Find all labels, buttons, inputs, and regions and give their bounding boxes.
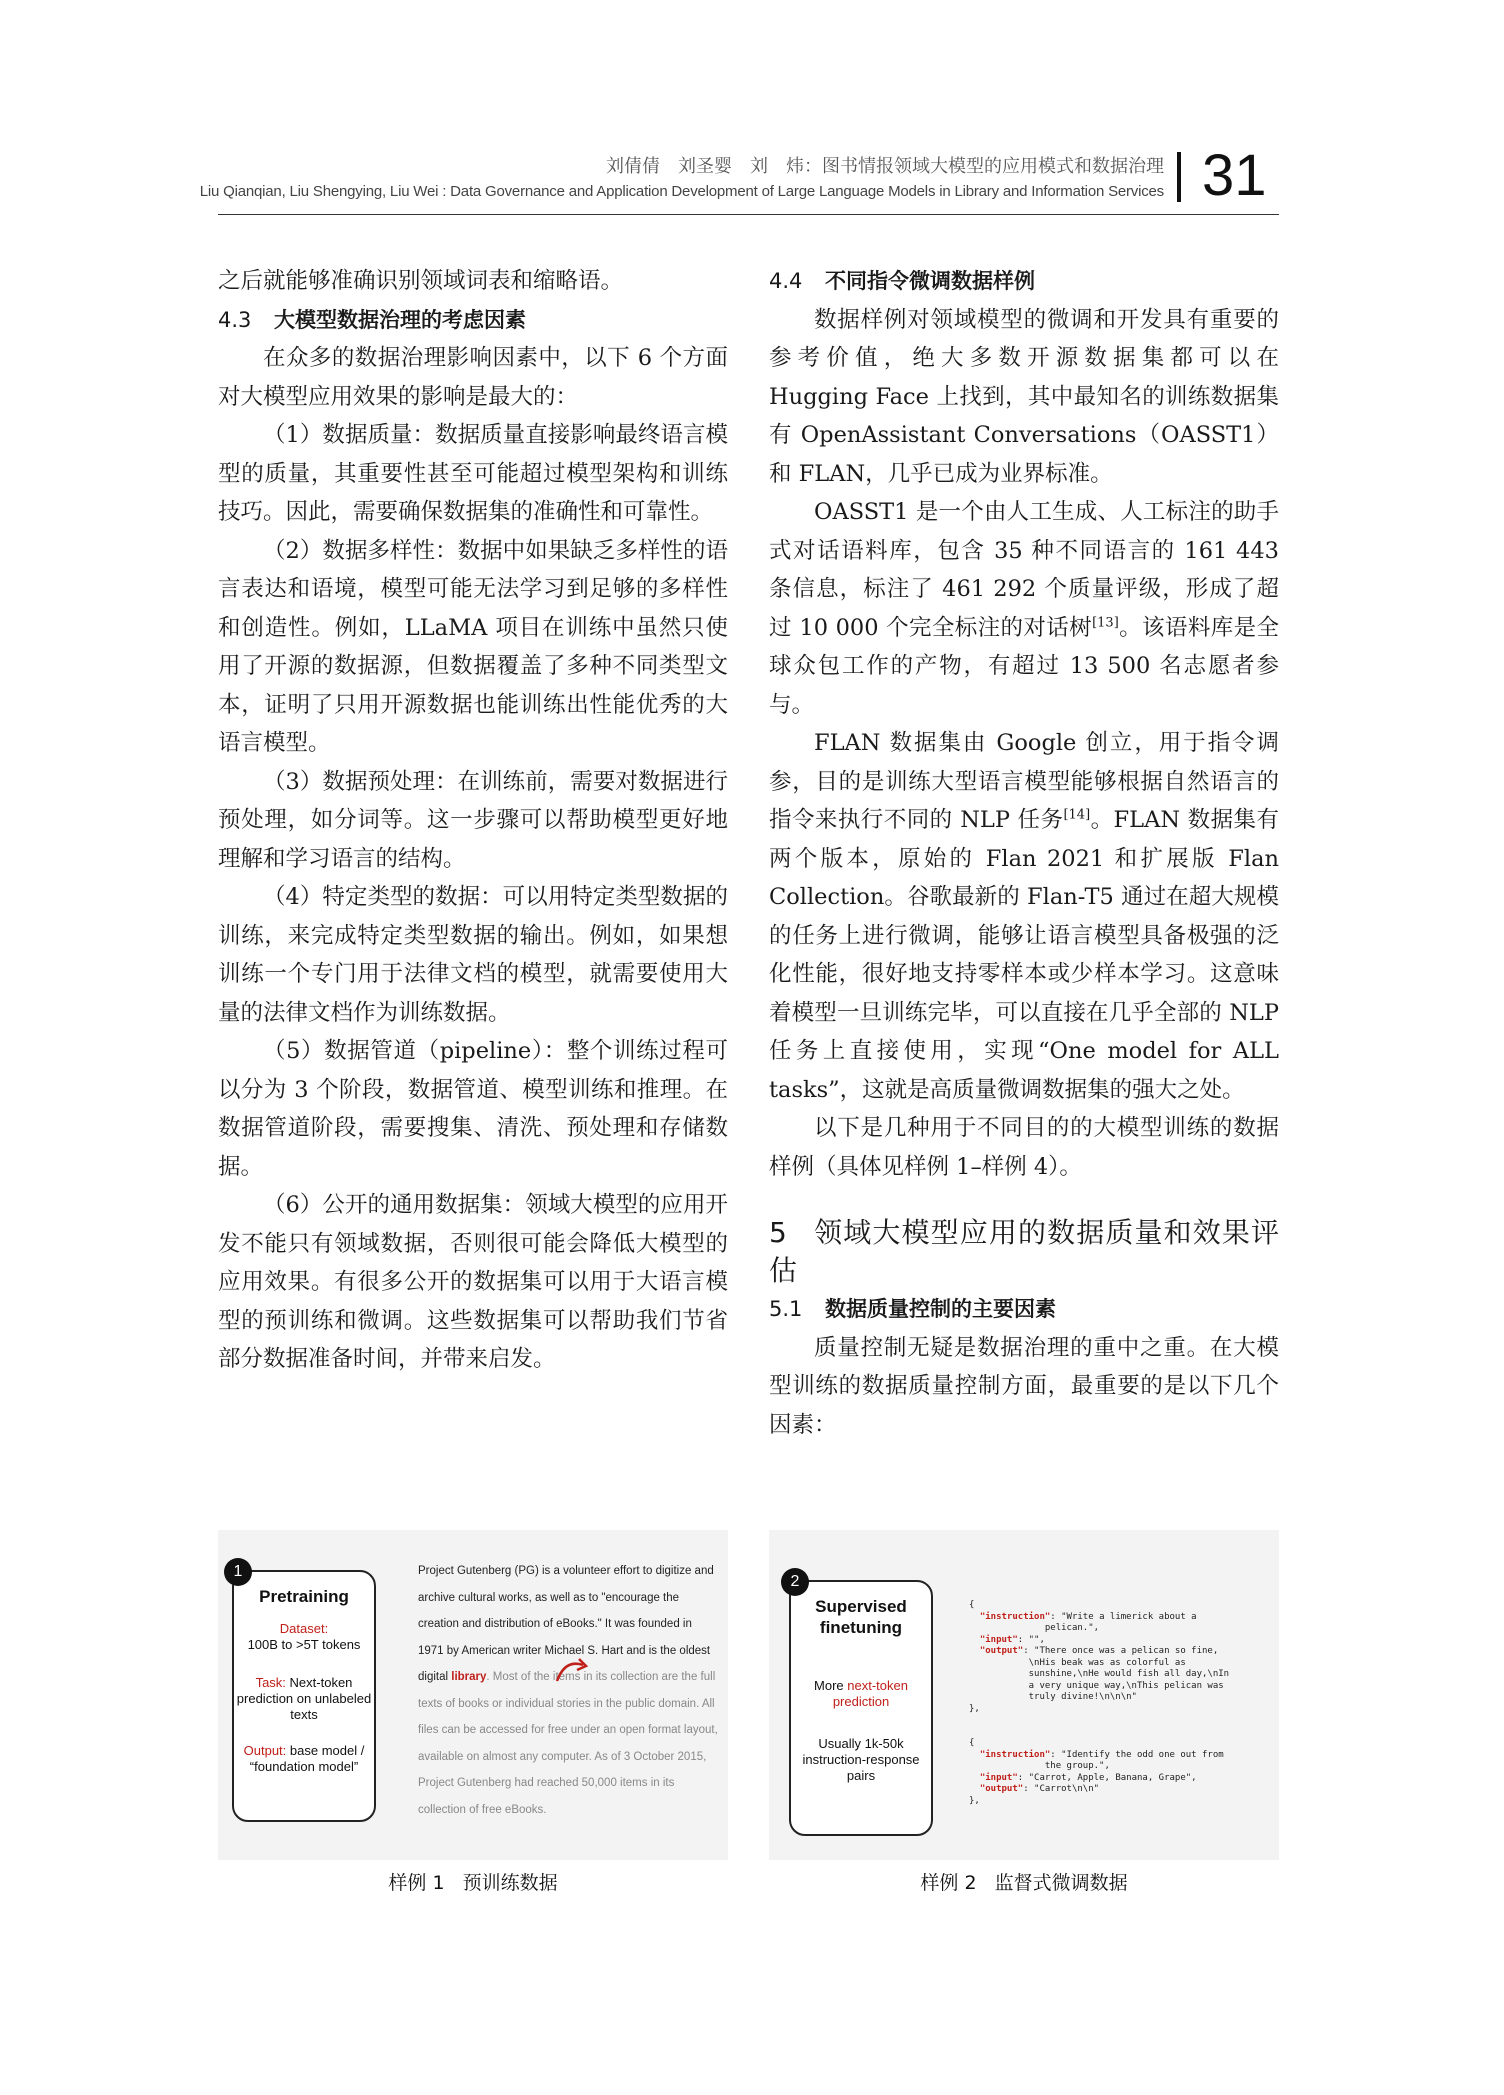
json-value: : "Identify the odd one out from the group.", (1044, 1749, 1224, 1771)
section-heading-5 (769, 1214, 1279, 1290)
dataset-value: 100B to >5T tokens (247, 1637, 361, 1652)
caption-tag: 样例 2 (920, 1872, 977, 1894)
json-key: "instruction" (979, 1749, 1051, 1760)
paragraph: （3）数据预处理：在训练前，需要对数据进行预处理，如分词等。这一步骤可以帮助模型更好地理解和学习语言的结构。 (218, 768, 728, 872)
json-key: "input" (979, 1772, 1018, 1783)
card-title: Supervised finetuning (815, 1597, 907, 1637)
code-text: }, (969, 1795, 980, 1806)
task-line (234, 1675, 374, 1723)
task-value: Next-token prediction on unlabeled texts (236, 1675, 372, 1722)
paragraph: （2）数据多样性：数据中如果缺乏多样性的语言表达和语境，模型可能无法学习到足够的多样性和创造性。例如，LLaMA 项目在训练中虽然只使用了开源的数据源，但数据覆盖了多种不同类型文本，证明了只用开源数据也能训练出性能优秀的大语言模型。 (218, 537, 728, 756)
instruction-json-sample (969, 1600, 1269, 1807)
json-key: "output" (979, 1646, 1024, 1656)
next-token-arrow-icon (553, 1655, 593, 1685)
paragraph: （1）数据质量：数据质量直接影响最终语言模型的质量，其重要性甚至可能超过模型架构和训练技巧。因此，需要确保数据集的准确性和可靠性。 (218, 422, 728, 525)
step-badge: 1 (224, 1558, 252, 1586)
paragraph: 以下是几种用于不同目的的大模型训练的数据样例（具体见样例 1–样例 4）。 (769, 1115, 1279, 1180)
paragraph: 质量控制无疑是数据治理的重中之重。在大模型训练的数据质量控制方面，最重要的是以下几个因素： (769, 1334, 1279, 1438)
paragraph (769, 724, 1279, 1109)
section-heading-5-1 (769, 1290, 1279, 1329)
caption-text: 监督式微调数据 (994, 1872, 1128, 1894)
paragraph: （6）公开的通用数据集：领域大模型的应用开发不能只有领域数据，否则很可能会降低大模型的应用效果。有很多公开的数据集可以用于大语言模型的预训练和微调。这些数据集可以帮助我们节省部分数据准备时间，并带来启发。 (218, 1192, 728, 1372)
figure-caption-1 (218, 1868, 728, 1895)
sample-text-faded: . Most of the items in its collection are the full texts of books or individual stories in the public domain. All files can be accessed for free under an open format layout, available on almost any computer. As of 3 October 2015, Project Gutenberg had reached 50,000 items in its collection of free eBooks. (418, 1671, 718, 1816)
caption-text: 预训练数据 (462, 1872, 558, 1894)
section-number: 5.1 (769, 1297, 803, 1321)
figure-pretraining-example (218, 1530, 728, 1860)
header-rule (218, 214, 1279, 215)
paragraph: 之后就能够准确识别领域词表和缩略语。 (218, 268, 624, 294)
output-value: base model / “foundation model” (249, 1743, 365, 1774)
section-heading-4-4 (769, 262, 1279, 301)
paragraph-text: 。FLAN 数据集有两个版本，原始的 Flan 2021 和扩展版 Flan Collection。谷歌最新的 Flan-T5 通过在超大规模的任务上进行微调，能够让语言模型具备极强的泛化性能，很好地支持零样本或少样本学习。这意味着模型一旦训练完毕，可以直接在几乎全部的 NLP 任务上直接使用，实现“One model for ALL tasks”，这就是高质量微调数据集的强大之处。 (769, 807, 1279, 1103)
pretraining-card (232, 1563, 376, 1822)
paragraph-text: 。该语料库是全球众包工作的产物，有超过 13 500 名志愿者参与。 (769, 614, 1279, 718)
paragraph (769, 493, 1279, 724)
json-value: : "", (1017, 1634, 1045, 1645)
section-number: 4.3 (218, 307, 252, 332)
section-heading-4-3 (218, 301, 728, 340)
code-text: { (969, 1738, 975, 1748)
page-number: 31 (1202, 143, 1267, 208)
paragraph-text: FLAN 数据集由 Google 创立，用于指令调参，目的是训练大型语言模型能够根据自然语言的指令来执行不同的 NLP 任务 (769, 730, 1279, 833)
json-value: : "There once was a pelican so fine, \nHis beak was as colorful as sunshine,\nHe would fish all day,\nIn a very unique way,\nThis pelican was truly divine!\n\n\n" (1023, 1646, 1230, 1702)
code-text: }, (969, 1703, 980, 1714)
step-badge: 2 (781, 1568, 809, 1596)
header-divider-bar (1177, 152, 1181, 202)
caption-tag: 样例 1 (388, 1872, 445, 1894)
figure-caption-2 (769, 1868, 1279, 1895)
paragraph: （5）数据管道（pipeline）：整个训练过程可以分为 3 个阶段，数据管道、模型训练和推理。在数据管道阶段，需要搜集、清洗、预处理和存储数据。 (218, 1038, 728, 1180)
paragraph: 在众多的数据治理影响因素中，以下 6 个方面对大模型应用效果的影响是最大的： (218, 345, 728, 410)
finetuning-card (789, 1573, 933, 1836)
paragraph-text: OASST1 是一个由人工生成、人工标注的助手式对话语料库，包含 35 种不同语言的 161 443 条信息，标注了 461 292 个质量评级，形成了超过 10 000 个完全标注的对话树 (769, 499, 1279, 641)
json-key: "instruction" (979, 1611, 1051, 1622)
citation-ref[interactable]: [14] (1063, 807, 1091, 823)
next-token-line (791, 1678, 931, 1710)
dataset-line (234, 1621, 374, 1653)
section-number: 4.4 (769, 269, 803, 293)
task-label: Task: (255, 1675, 286, 1690)
line-text: More (814, 1678, 848, 1693)
pretraining-sample-text (418, 1558, 718, 1823)
json-value: : "Carrot, Apple, Banana, Grape", (1017, 1772, 1197, 1783)
running-header-english: Liu Qianqian, Liu Shengying, Liu Wei : Data Governance and Application Development of Large Language Models in Library and Information Services (199, 183, 1164, 200)
code-text: { (969, 1600, 975, 1610)
sample-text: Project Gutenberg (PG) is a volunteer effort to digitize and archive cultural works, as well as to "encourage the creation and distribution of eBooks." It was founded in 1971 by American writer Michael S. Hart and is the oldest digital (418, 1565, 714, 1683)
json-key: "input" (979, 1634, 1018, 1645)
json-value: : "Carrot\n\n" (1023, 1784, 1100, 1794)
section-title: 不同指令微调数据样例 (825, 269, 1035, 293)
pairs-line: Usually 1k-50k instruction-response pairs (802, 1736, 920, 1783)
section-title: 数据质量控制的主要因素 (825, 1297, 1056, 1321)
paragraph: （4）特定类型的数据：可以用特定类型数据的训练，来完成特定类型数据的输出。例如，如果想训练一个专门用于法律文档的模型，就需要使用大量的法律文档作为训练数据。 (218, 884, 728, 1026)
running-header-chinese: 刘倩倩 刘圣婴 刘 炜：图书情报领域大模型的应用模式和数据治理 (606, 156, 1164, 177)
output-label: Output: (243, 1743, 287, 1758)
section-number: 5 (769, 1216, 787, 1249)
line-highlight: next-token prediction (832, 1678, 908, 1709)
section-title: 大模型数据治理的考虑因素 (274, 307, 526, 332)
section-title: 领域大模型应用的数据质量和效果评估 (769, 1216, 1279, 1287)
dataset-label: Dataset: (279, 1621, 329, 1636)
left-column (218, 262, 728, 1379)
figure-supervised-finetuning-example (769, 1530, 1279, 1860)
card-title: Pretraining (259, 1587, 349, 1606)
right-column (769, 262, 1279, 1444)
highlighted-token: library (451, 1671, 487, 1683)
json-value: : "Write a limerick about a pelican.", (1044, 1611, 1197, 1633)
citation-ref[interactable]: [13] (1092, 615, 1119, 630)
output-line (234, 1743, 374, 1775)
json-key: "output" (979, 1784, 1024, 1794)
paragraph: 数据样例对领域模型的微调和开发具有重要的参考价值，绝大多数开源数据集都可以在 Hugging Face 上找到，其中最知名的训练数据集有 OpenAssistant Conversations（OASST1）和 FLAN，几乎已成为业界标准。 (769, 306, 1279, 487)
